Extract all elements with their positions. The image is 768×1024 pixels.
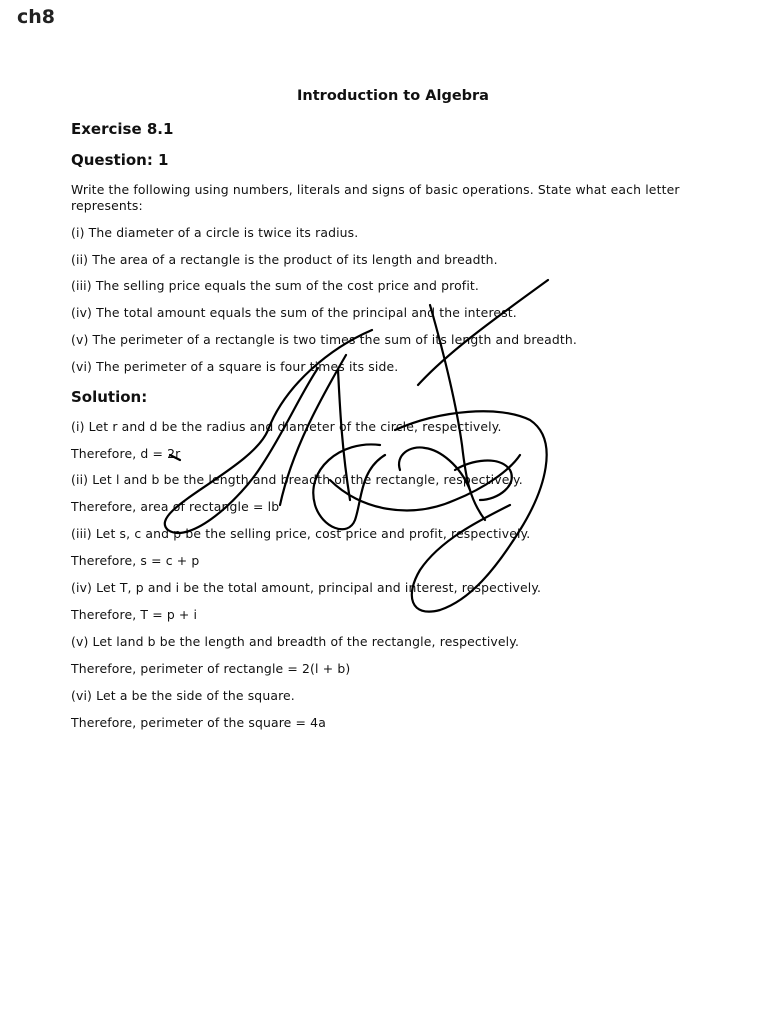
solution-line-3: (ii) Let l and b be the length and breadth of the rectangle, respectively. — [71, 472, 523, 487]
question-item-5: (v) The perimeter of a rectangle is two times the sum of its length and breadth. — [71, 332, 578, 347]
question-item-1: (i) The diameter of a circle is twice its radius. — [71, 225, 359, 240]
solution-line-8: Therefore, T = p + i — [71, 607, 198, 622]
solution-line-6: Therefore, s = c + p — [71, 553, 200, 568]
solution-line-12: Therefore, perimeter of the square = 4a — [71, 715, 326, 730]
solution-line-2: Therefore, d = 2r — [71, 446, 181, 461]
question-item-4: (iv) The total amount equals the sum of the principal and the interest. — [71, 305, 517, 320]
question-intro: Write the following using numbers, literals and signs of basic operations. State what each letter represents: — [71, 182, 680, 213]
page-title: Introduction to Algebra — [297, 88, 489, 104]
solution-line-10: Therefore, perimeter of rectangle = 2(l + b) — [71, 661, 351, 676]
solution-line-11: (vi) Let a be the side of the square. — [71, 688, 295, 703]
solution-line-5: (iii) Let s, c and p be the selling price, cost price and profit, respectively. — [71, 526, 531, 541]
solution-line-9: (v) Let land b be the length and breadth of the rectangle, respectively. — [71, 634, 520, 649]
solution-line-1: (i) Let r and d be the radius and diameter of the circle, respectively. — [71, 419, 502, 434]
solution-line-7: (iv) Let T, p and i be the total amount, principal and interest, respectively. — [71, 580, 542, 595]
question-item-6: (vi) The perimeter of a square is four times its side. — [71, 359, 399, 374]
question-item-2: (ii) The area of a rectangle is the product of its length and breadth. — [71, 252, 498, 267]
solution-line-4: Therefore, area of rectangle = lb — [71, 499, 280, 514]
exercise-heading: Exercise 8.1 — [71, 120, 174, 138]
question-item-3: (iii) The selling price equals the sum of the cost price and profit. — [71, 278, 480, 293]
solution-heading: Solution: — [71, 388, 148, 406]
question-heading: Question: 1 — [71, 151, 169, 169]
chapter-tag: ch8 — [17, 6, 56, 28]
